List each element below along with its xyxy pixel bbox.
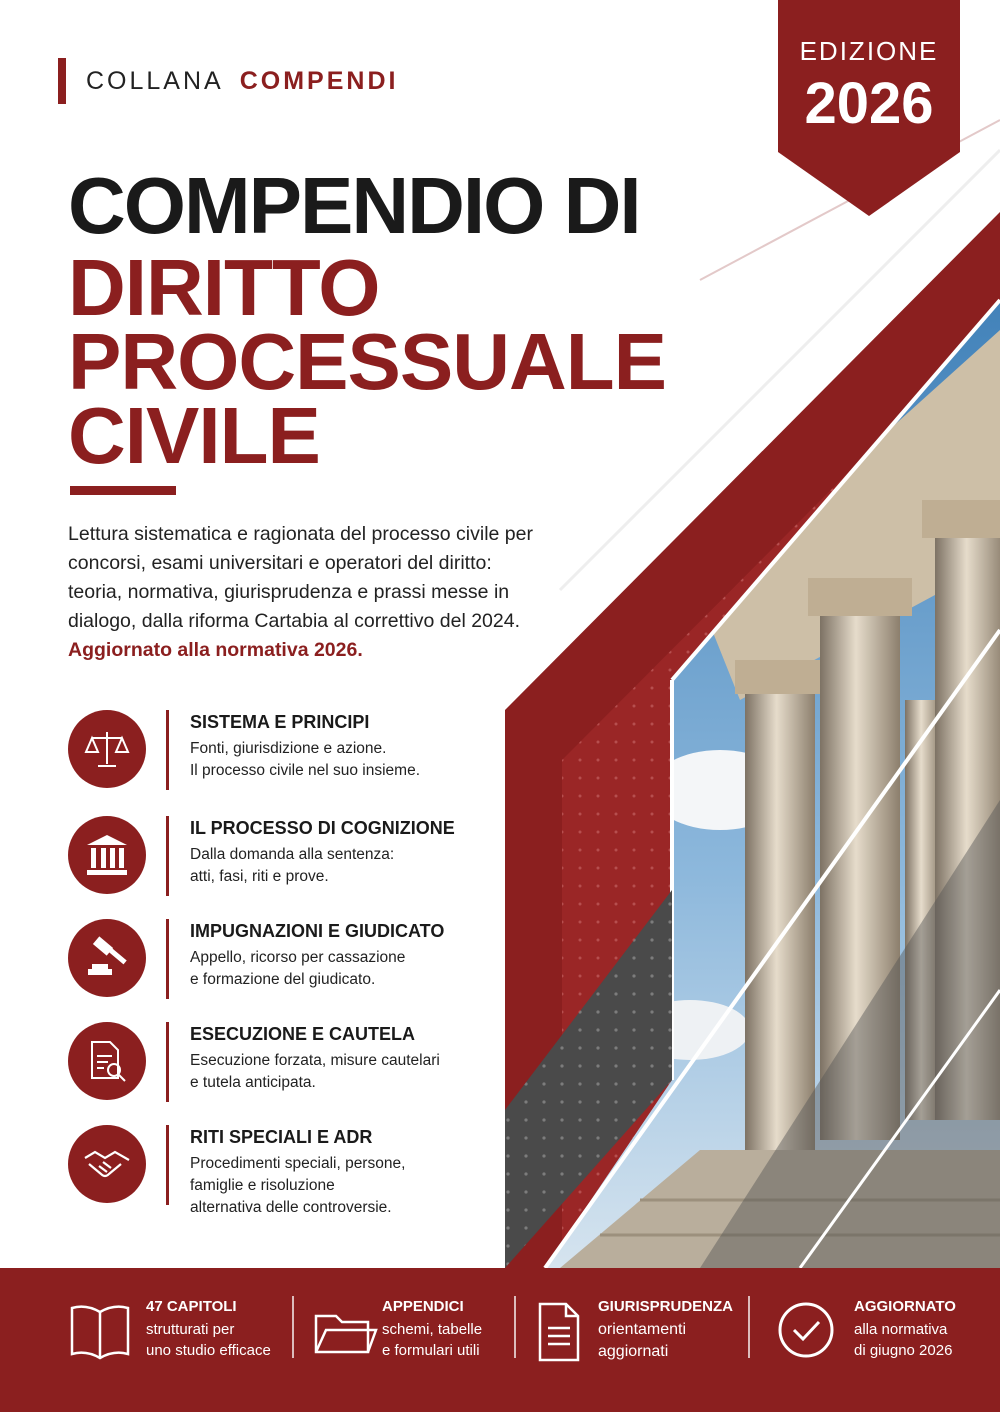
feature-divider xyxy=(166,1125,169,1205)
feature-item xyxy=(68,1018,518,1110)
footer-title: GIURISPRUDENZA xyxy=(598,1298,734,1315)
feature-description: Appello, ricorso per cassazione e formazione del giudicato. xyxy=(190,949,406,988)
feature-item xyxy=(68,915,518,1007)
feature-title: SISTEMA E PRINCIPI xyxy=(190,712,370,732)
series-label xyxy=(58,58,398,104)
title-line-2: DIRITTO xyxy=(68,243,380,332)
document-search-icon xyxy=(68,1022,146,1100)
footer-divider xyxy=(292,1296,294,1358)
edition-label: EDIZIONE xyxy=(799,36,939,66)
description xyxy=(68,520,538,665)
gavel-icon xyxy=(68,919,146,997)
series-name: COMPENDI xyxy=(239,66,399,95)
scales-icon xyxy=(68,710,146,788)
feature-title: IMPUGNAZIONI E GIUDICATO xyxy=(190,921,445,941)
feature-title: ESECUZIONE E CAUTELA xyxy=(190,1024,416,1044)
feature-title: IL PROCESSO DI COGNIZIONE xyxy=(190,818,455,838)
footer-description: strutturati per uno studio efficace xyxy=(146,1321,271,1359)
feature-description: Esecuzione forzata, misure cautelari e tutela anticipata. xyxy=(190,1052,440,1091)
feature-description: Fonti, giurisdizione e azione. Il processo civile nel suo insieme. xyxy=(190,740,421,779)
feature-item xyxy=(68,706,518,798)
series-prefix: COLLANA xyxy=(86,66,224,95)
edition-year: 2026 xyxy=(804,71,934,136)
footer-title: AGGIORNATO xyxy=(854,1298,956,1315)
footer-item xyxy=(534,1294,744,1384)
courthouse-icon xyxy=(68,816,146,894)
footer-divider xyxy=(748,1296,750,1358)
footer-item xyxy=(312,1294,502,1384)
description-text: Lettura sistematica e ragionata del processo civile per concorsi, esami universitari e operatori del diritto: teoria, normativa, giurisprudenza e prassi messe in dialogo, dalla riforma Cartabia al correttivo del 2024. xyxy=(68,523,533,632)
handshake-icon xyxy=(68,1125,146,1203)
title-line-4: CIVILE xyxy=(68,391,320,480)
feature-item xyxy=(68,1121,518,1231)
feature-divider xyxy=(166,919,169,999)
footer-title: 47 CAPITOLI xyxy=(146,1298,237,1315)
footer-item xyxy=(66,1294,286,1384)
footer-description: alla normativa di giugno 2026 xyxy=(854,1321,953,1359)
description-highlight: Aggiornato alla normativa 2026. xyxy=(68,639,363,661)
title-line-3: PROCESSUALE xyxy=(68,317,666,406)
folder-icon xyxy=(312,1298,380,1368)
feature-divider xyxy=(166,710,169,790)
feature-divider xyxy=(166,1022,169,1102)
footer-item xyxy=(776,1294,976,1384)
open-book-icon xyxy=(66,1298,134,1368)
footer-title: APPENDICI xyxy=(382,1298,464,1315)
document-icon xyxy=(534,1298,586,1368)
title-line-1: COMPENDIO DI xyxy=(68,161,640,250)
title-underline xyxy=(70,486,176,495)
edition-badge xyxy=(778,0,960,216)
feature-item xyxy=(68,812,518,904)
feature-description: Dalla domanda alla sentenza: atti, fasi, riti e prove. xyxy=(190,846,395,885)
footer-description: schemi, tabelle e formulari utili xyxy=(382,1321,483,1359)
feature-divider xyxy=(166,816,169,896)
feature-description: Procedimenti speciali, persone, famiglie e risoluzione alternativa delle controversie. xyxy=(190,1155,406,1216)
check-circle-icon xyxy=(776,1298,844,1368)
footer-divider xyxy=(514,1296,516,1358)
feature-title: RITI SPECIALI E ADR xyxy=(190,1127,373,1147)
series-accent-bar xyxy=(58,58,66,104)
footer-bar xyxy=(0,1268,1000,1412)
footer-description: orientamenti aggiornati xyxy=(598,1321,687,1360)
